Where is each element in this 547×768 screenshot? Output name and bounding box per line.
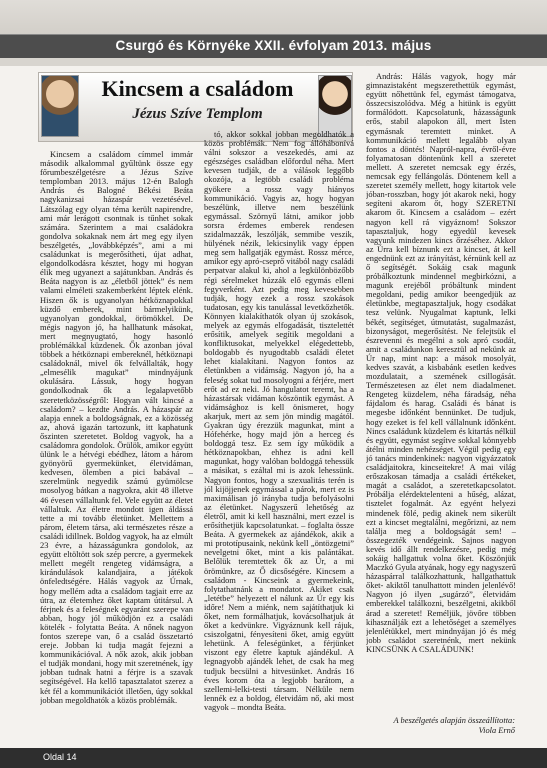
- credit-line: A beszélgetés alapján összeállította:: [393, 716, 515, 725]
- column-2-text: tó, akkor sokkal jobban megoldhatók a közös problémák. Nem fog állóhábonívá válni sokszor a veszekedés, ami az egészséges családban előfordul néha. Mert kevesen tudják, de a válások leggőbb okozója, a legtöbb családi probléma gyökere a rossz vagy hiányos kommunikáció. Vagyis az, hogy hogyan beszélünk, illetve nem beszélünk egymással. Szörnyű látni, amikor jobb sorsra érdemes emberek rendesen szidalmazzák, leszólják, semmibe veszik, hülyének nézik, lekicsinylik vagy éppen meg sem hallgatják egymást. Rossz mérce, amikor egy apró-cseprő vitából nagy családi perpatvar alakul ki, ahol a legkülönbözőbb régi sérelmeket húzzák elő egymás elleni fegyverként. Azt pedig meg kevesebben tudják, hogy ezek a rossz szokások tudatosan, egy kis tanulással levetkőzhetők. Könnyen kialakíthatók olyan új szokások, melyek az egymás elfogadását, tisztelettét erősítik, amelyek segítik megoldani a konfliktusokat, melyekkel elégedettebb, boldogabb és nyugodtabb családi életet lehet kialakítani. Nagyon fontos az életünkben a vidámság. Nagyon jó, ha a feleség sokat tud mosolyogni a férjére, mert erőt ad ez neki. Jó hangulatot teremt, ha a házastársak vidáman köszöntik egymást. A vidámsághoz is kell önismeret, hogy akarjuk, mert az sem jön mindig magától. Gyakran úgy érezzük magunkat, mint a Hófehérke, hogy majd jön a herceg és boldoggá tesz. Ez sem így működik a hétköznapokban, ehhez is adni kell magunkat, hogy valóban boldoggá tehessük a másikat, s ezáltal mi is azok lehessünk. Nagyon fontos, hogy a szexualitás terén is jól kijöjjenek egymással a párok, mert ez is maximálisan jó irányba tudja befolyásolni az életünket. Nagyszerű lehetőség az életről, amit ki kell használni, mert ezzel is erősíthetjük kapcsolatunkat. – foglalta össze Beáta. A gyermekek az ajándékok, akik a mi prototípusaink, nekünk kell „öntözgetni” nevelgetni őket, mint a kis palántákat. Belőlük teremtettek ők az Úr, a mi örömünkre, az Ő dicsőségére. Kincsem a családom - Kincseink a gyermekeink, folytathatnánk a mondatot. Akiket csak „letétbe” helyezett el nálunk az Úr egy kis időre! Nem a miénk, nem sajátíthatjuk ki őket, nem formálhatjuk, kovácsolhatjuk át őket a kedvünkre. Vigyáznunk kell rájuk, csiszolgatni, fényesíteni őket, amig együtt lehetünk. A feleségünket, a férjünket viszont egy életre kaptuk ajándékul. A legnagyobb ajándék lehet, de csak ha meg tudjuk becsülni a hitvesünket. András 16 éves korom óta a legjobb barátom, a szellemi-lelki-testi társam. Nélküle nem lennék ez a boldog, életvidám nő, aki most vagyok – mondta Beáta.: [204, 130, 354, 712]
- article-column-3: [366, 72, 516, 742]
- article-column-1: [40, 150, 193, 740]
- banner-shadow: [0, 58, 547, 66]
- page-number: Oldal 14: [43, 752, 77, 762]
- photo-husband: [41, 75, 79, 137]
- article-column-2: [204, 130, 354, 742]
- footer-bar: [0, 748, 547, 768]
- publication-title: Csurgó és Környéke XXII. évfolyam 2013. május: [115, 38, 432, 53]
- column-3-text: András: Hálás vagyok, hogy már gimnazistaként megszerethettük egymást, együtt nőhettünk fel, egymást támogatva, összecsiszolódva. Még a hitünk is együtt formálódott. Kapcsolatunk, házasságunk erős, stabil alapokon áll, mert Isten egymásnak teremtett minket. A kommunikáció mellett legalább olyan fontos a döntés! Napról-napra, évről-évre folyamatosan döntenünk kell a szeretet mellett. A szeretet nemcsak egy érzés, nemcsak egy fellángolás. Döntenem kell a szeretet személy mellett, hogy kitartok vele jóban-rosszban, hogy jót akarok neki, hogy segíteni akarom őt, hogy SZERETNI akarom őt. Kincsem a családom – ezért nagyon kell rá vigyáznom! Sokszor tapasztaljuk, hogy egyedül kevesek vagyunk mindezen kincs őrzéséhez. Akkor az Úrra kell bíznunk ezt a kincset, át kell engednünk ezt az irányítást, kérnünk kell az ő segítségét. Sokáig csak magunk próbálkoztunk mindennel megbirkózni, a magunk erejéből próbáltunk mindent megoldani, pedig amikor beengedjük az életünkbe, megtapasztaljuk, hogy csodákat tesz velünk. Nyugalmat kaptunk, lelki békét, segítséget, útmutatást, sugalmazást, bizonyságot, megerősítést. Ne felejtsük el észrevenni és megélni a sok apró csodát, amit a családunkon keresztül ad nekünk az Úr nap, mint nap: a mások mosolyát, kedves szavát, a kisbabánk esetlen kedves mozdulatait, a szemének csillogását. Természetesen az élet nem diadalmenet. Rengeteg küzdelem, néha fáradság, néha fájdalom és harag. Családi és bánat is megesbe időnként bennünket. De tudjuk, hogy ezeket is fel kell vállalnunk időnként. Nincs családunk küzdelem és kitartás nélkül és együtt, egymást segítve sokkal könnyebb átélni minden nehézséget. Végül pedig egy jó tanács mindenkinek: nagyon vigyázzatok családjaitokra, kincseitekre! A mai világ erőszakosan támadja a családi értékeket, magát a családot, a szeretetkapcsolatot. Próbálja elérdektelenteni a hűség, alázat, tisztelet fogalmát. Az egyént helyezi mindenek fölé, pedig akinek nem sikerült ezt a kincset megtalálni, megőrizni, az nem találja meg a boldogságát sem! – összegezték vendégeink. Sajnos nagyon kevés idő állt rendelkezésre, pedig még sokáig hallgattuk volna őket. Köszönjük Maczkó Gyula atyának, hogy egy nagyszerű házaspárral találkozhattunk, hallgathattuk őket- akiktől tanulhattott minden jelenlévő! Nagyon jó ilyen „sugárzó”, életvidám emberekkel találkozni, beszélgetni, akikből árad a szeretet! Reméljük, jövőre többen kihasználják ezt a lehetőséget a személyes jelenlétükkel, mert mindnyájan jó és még jobb családot szeretnénk, mert nekünk KINCSÜNK A CSALÁDUNK!: [366, 72, 516, 654]
- credit-author: Viola Ernő: [478, 726, 515, 735]
- article-title: Kincsem a családom: [101, 76, 294, 101]
- article-subtitle: Jézus Szíve Templom: [132, 106, 263, 122]
- photo-wife: [318, 75, 352, 137]
- column-1-text: Kincsem a családom címmel immár második alkalommal gyűltünk össze egy főrumbeszélgetésre a Jézus Szíve templomban 2013. május 12-én Balogh András és Balogné Békési Beáta nagykanizsai házaspár vezetésével. Látszólag egy olyan téma került napirendre, ami már lerágott csontnak is tűnhet sokak számára. Szerintem a mai családokra gondolva sokaknak nem árt meg egy ilyen beszélgetés, „lovábbképzés”, ami a mi családunkat is megerősítheti, újat adhat, elgondolkodásra késztet, hogy mi hogyan élik meg ugyanezt a sajátunkban. András és Beáta nagyon is az „életből jöttek” és nem valami elméleti szakemberként léptek elénk. Hiszen ők is ugyanolyan hétköznapokkal küzdő emberek, mint bármelyikünk, ugyanolyan gondokkal, örömökkel. De mégis nagyon jó, ha hallhatunk másokat, mert megnyugtató, hogy hasonló problémákkal küzdenek. Ők azonban jóval többek a hétköznapi embereknél, hétköznapi családoknál, mivel ők felvállalták, hogy „elmesélik magukat” mindnyájunk okulására. Lássuk, hogy hogyan gondolkodnak ők a legalapvetőbb szeretetközösségről: Hogyan vált kincsé a családom? – kezdte András. A házaspár az alapja ennek a boldogságnak, ez a közösség az, ahová igazán tartozunk, itt kaphatunk őszinten szeretetet. Boldog vagyok, ha a családomra gondolok. Örülök, amikor együtt ülünk le a hétvégi ebédhez, látom a három gyönyörű gyermekünket, életvidáman, kedvesen, ölemben a pici babával – szerelmünk negyedik számú gyümölcse mosolyog bátkan a nagyokra, akit 48 illetve 46 évesen vállaltunk fel. Vele együtt az életet vállaltuk. Az életre mondott igen áldássá tette a mi tovább életünket. Mellettem a párom, életem társa, aki természetes része a családi idillnek. Boldog vagyok, ha az elmúlt 23 évre, a házasságunkra gondolok, az együtt eltöltött sok szép percre, a gyermekek mellett megélt rengeteg vidámságra, a kirándulások kalandjaira, a játékok önfeledtségére. Hálás vagyok az Úrnak, hogy mellém adta a családom tagjait erre az útra, az életemhez őket kaptam útitársul. A férjnek és a feleségnek egyaránt szerepe van abban, hogy jól működjön ez a családi kötelék - folytatta Beáta. A nőnek nagyon fontos szerepe van, ő a család összetartó ereje. Jobban ki tudja magát fejezni a kommunikációval. A nők azok, akik jobban el tudják mondani, hogy mit szeretnének, így jobban tudnak hatni a férjre is a szavak segítségével. Ha kellő tapasztalatot szerez a két fél a kommunikációt illetően, úgy sokkal jobban megoldhatók a közös problémák.: [40, 150, 193, 705]
